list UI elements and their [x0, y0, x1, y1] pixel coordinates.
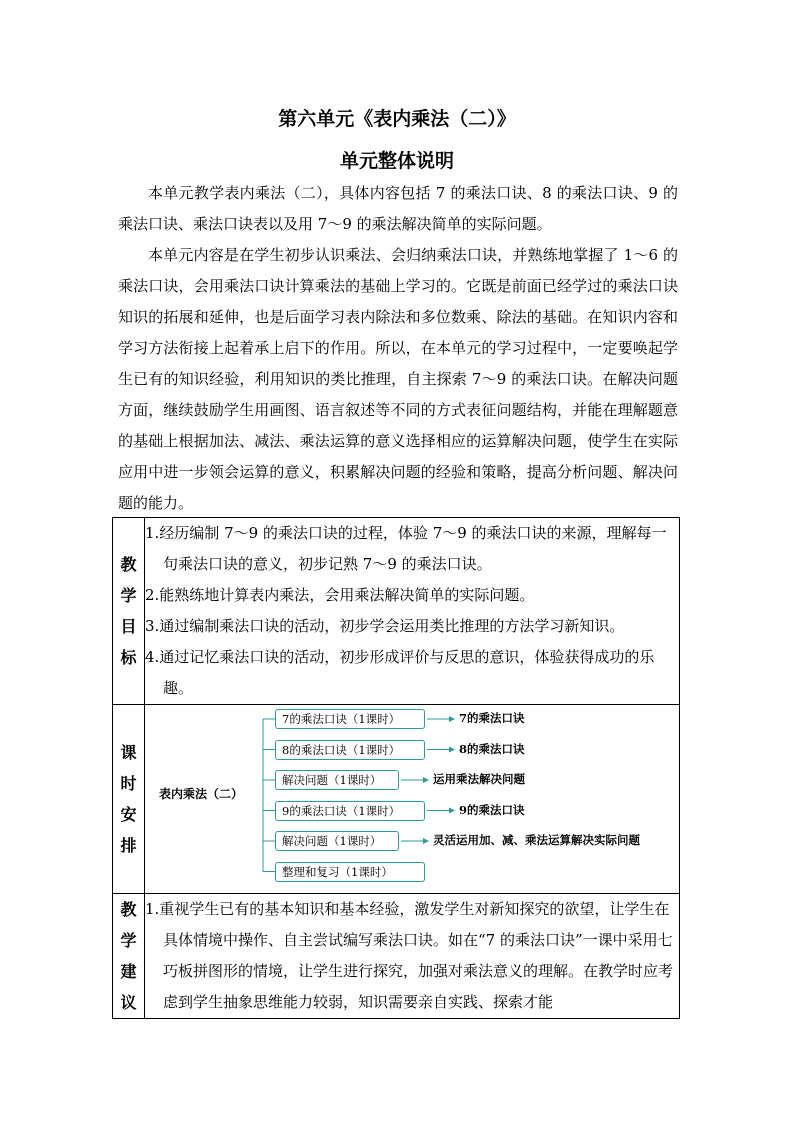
- lesson-box: 8的乘法口诀（1课时）: [275, 740, 425, 760]
- lesson-box: 整理和复习（1课时）: [275, 862, 425, 882]
- heading-char: 学: [120, 586, 137, 605]
- lesson-result: 8的乘法口诀: [459, 741, 525, 756]
- goal-item: 2.能熟练地计算表内乘法，会用乘法解决简单的实际问题。: [145, 586, 535, 604]
- suggestions-row: [113, 894, 680, 1019]
- heading-char: 排: [120, 836, 137, 855]
- lesson-box: 解决问题（1课时）: [275, 770, 399, 790]
- lesson-box: 9的乘法口诀（1课时）: [275, 801, 425, 821]
- heading-char: 议: [120, 993, 137, 1012]
- lesson-box: 解决问题（1课时）: [275, 831, 399, 851]
- heading-char: 教: [120, 900, 137, 919]
- heading-char: 建: [120, 962, 137, 981]
- goals-heading: [113, 518, 145, 705]
- suggestion-item: 1.重视学生已有的基本知识和基本经验，激发学生对新知探究的欲望，让学生在具体情境中操作、自主尝试编写乘法口诀。如在“7 的乘法口诀”一课中采用七巧板拼图形的情境，让学生进行探究，加强对乘法意义的理解。在教学时应考虑到学生抽象思维能力较弱，知识需要亲自实践、探索才能: [145, 900, 674, 1011]
- goals-row: [113, 518, 680, 705]
- lesson-result: 灵活运用加、减、乘法运算解决实际问题: [433, 833, 640, 847]
- unit-plan-table: [112, 517, 680, 1019]
- arrow-head-icon: [423, 838, 429, 844]
- heading-char: 时: [120, 774, 137, 793]
- heading-char: 目: [120, 617, 137, 636]
- tree-root-label: 表内乘法（二）: [159, 787, 244, 801]
- suggestions-heading: [113, 894, 145, 1019]
- heading-char: 教: [120, 555, 137, 574]
- goals-content: [145, 518, 680, 705]
- schedule-content: [145, 705, 680, 894]
- goal-item: 4.通过记忆乘法口诀的活动，初步形成评价与反思的意识，体验获得成功的乐趣。: [145, 648, 655, 697]
- arrow-head-icon: [449, 716, 455, 722]
- goal-item: 3.通过编制乘法口诀的活动，初步学会运用类比推理的方法学习新知识。: [145, 617, 625, 635]
- lesson-result: 运用乘法解决问题: [433, 772, 525, 786]
- lesson-result: 7的乘法口诀: [459, 711, 525, 725]
- intro-paragraph-1: 本单元教学表内乘法（二），具体内容包括 7 的乘法口诀、8 的乘法口诀、9 的乘法口诀、乘法口诀表以及用 7～9 的乘法解决简单的实际问题。: [118, 184, 678, 233]
- schedule-row: [113, 705, 680, 894]
- suggestions-content: [145, 894, 680, 1019]
- arrow-head-icon: [449, 808, 455, 814]
- page-title: 第六单元《表内乘法（二）》: [278, 108, 516, 130]
- goal-item: 1.经历编制 7～9 的乘法口诀的过程，体验 7～9 的乘法口诀的来源，理解每一句乘法口诀的意义，初步记熟 7～9 的乘法口诀。: [145, 524, 667, 573]
- lesson-result: 9的乘法口诀: [459, 802, 525, 817]
- schedule-heading: [113, 705, 145, 894]
- arrow-head-icon: [423, 777, 429, 783]
- lesson-box: 7的乘法口诀（1课时）: [275, 709, 425, 729]
- intro-paragraph-2: 本单元内容是在学生初步认识乘法、会归纳乘法口诀，并熟练地掌握了 1～6 的乘法口诀，会用乘法口诀计算乘法的基础上学习的。它既是前面已经学过的乘法口诀知识的拓展和延伸，也是后面学习表内除法和多位数乘、除法的基础。在知识内容和学习方法衔接上起着承上启下的作用。所以，在本单元的学习过程中，一定要唤起学生已有的知识经验，利用知识的类比推理，自主探索 7～9 的乘法口诀。在解决问题方面，继续鼓励学生用画图、语言叙述等不同的方式表征问题结构，并能在理解题意的基础上根据加法、减法、乘法运算的意义选择相应的运算解决问题，使学生在实际应用中进一步领会运算的意义，积累解决问题的经验和策略，提高分析问题、解决问题的能力。: [118, 246, 678, 512]
- heading-char: 学: [120, 931, 137, 950]
- heading-char: 安: [120, 805, 137, 824]
- heading-char: 标: [120, 648, 137, 667]
- lesson-tree-diagram: [145, 705, 681, 893]
- heading-char: 课: [120, 743, 137, 762]
- section-subtitle: 单元整体说明: [339, 150, 454, 172]
- arrow-head-icon: [449, 747, 455, 753]
